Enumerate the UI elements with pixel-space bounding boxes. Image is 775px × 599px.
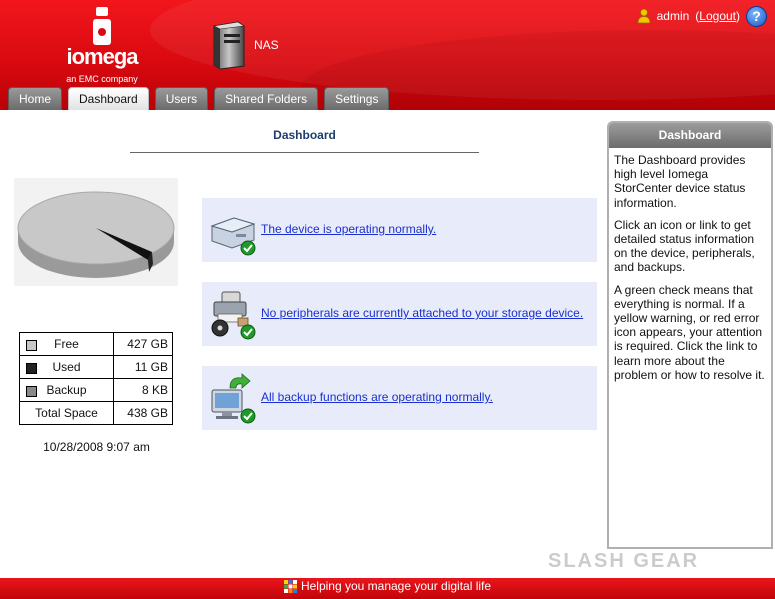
help-panel-title: Dashboard — [609, 123, 771, 148]
logout-wrapper: (Logout) — [695, 9, 740, 23]
status-item-device — [202, 198, 597, 262]
legend-value: 11 GB — [114, 356, 173, 379]
help-icon[interactable]: ? — [746, 6, 767, 27]
legend-row-backup — [20, 379, 173, 402]
legend-row-free — [20, 333, 173, 356]
backup-check-icon[interactable] — [208, 372, 260, 424]
help-paragraph: A green check means that everything is normal. If a yellow warning, or red error icon appears, your attention is required. Click the link to learn more about the problem or how to resolve it. — [614, 282, 765, 382]
tab-home[interactable]: Home — [8, 87, 62, 110]
legend-row-total — [20, 402, 173, 425]
app-footer — [0, 578, 775, 599]
legend-value: 8 KB — [114, 379, 173, 402]
help-panel — [607, 121, 773, 549]
heading-divider — [130, 152, 479, 153]
device-status-link[interactable]: The device is operating normally. — [261, 222, 437, 236]
help-paragraph: Click an icon or link to get detailed status information on the device, peripherals, and backups. — [614, 217, 755, 275]
storage-pie-svg — [14, 178, 178, 286]
peripherals-check-icon[interactable] — [208, 288, 260, 340]
total-value: 438 GB — [114, 402, 173, 425]
status-item-peripherals — [202, 282, 597, 346]
tab-dashboard[interactable]: Dashboard — [68, 87, 149, 110]
help-paragraph: The Dashboard provides high level Iomega StorCenter device status information. — [614, 153, 746, 210]
footer-text: Helping you manage your digital life — [300, 579, 492, 593]
backup-status-link[interactable]: All backup functions are operating normally. — [261, 390, 493, 404]
nas-device-icon — [208, 20, 246, 70]
storage-legend — [19, 332, 173, 425]
iomega-logo — [62, 6, 142, 84]
user-icon — [637, 8, 651, 24]
logo-tagline: an EMC company — [66, 74, 138, 84]
free-swatch — [26, 340, 37, 351]
tab-shared-folders[interactable]: Shared Folders — [214, 87, 318, 110]
legend-value: 427 GB — [114, 333, 173, 356]
page-title: Dashboard — [273, 128, 336, 142]
legend-label: Backup — [46, 383, 87, 397]
legend-row-used — [20, 356, 173, 379]
username: admin — [656, 9, 690, 23]
iomega-grid-icon — [284, 580, 297, 593]
help-panel-body[interactable] — [609, 148, 771, 382]
user-area — [637, 4, 767, 28]
storage-pie-chart[interactable] — [14, 178, 178, 286]
status-timestamp: 10/28/2008 9:07 am — [43, 440, 150, 454]
logout-link[interactable]: Logout — [699, 9, 736, 23]
device-name: NAS — [254, 38, 279, 52]
logo-wordmark: iomega — [66, 44, 138, 69]
total-label: Total Space — [20, 402, 114, 425]
device-check-icon[interactable] — [208, 204, 260, 256]
app-header — [0, 0, 775, 110]
used-swatch — [26, 363, 37, 374]
legend-label: Used — [52, 360, 81, 374]
tab-users[interactable]: Users — [155, 87, 208, 110]
tab-settings[interactable]: Settings — [324, 87, 389, 110]
iomega-logo-mark — [87, 6, 117, 46]
status-item-backup — [202, 366, 597, 430]
main-tabs — [8, 87, 389, 110]
backup-swatch — [26, 386, 37, 397]
peripherals-status-link[interactable]: No peripherals are currently attached to your storage device. — [261, 306, 584, 320]
watermark: SLASH GEAR — [548, 550, 700, 572]
legend-label: Free — [54, 337, 79, 351]
